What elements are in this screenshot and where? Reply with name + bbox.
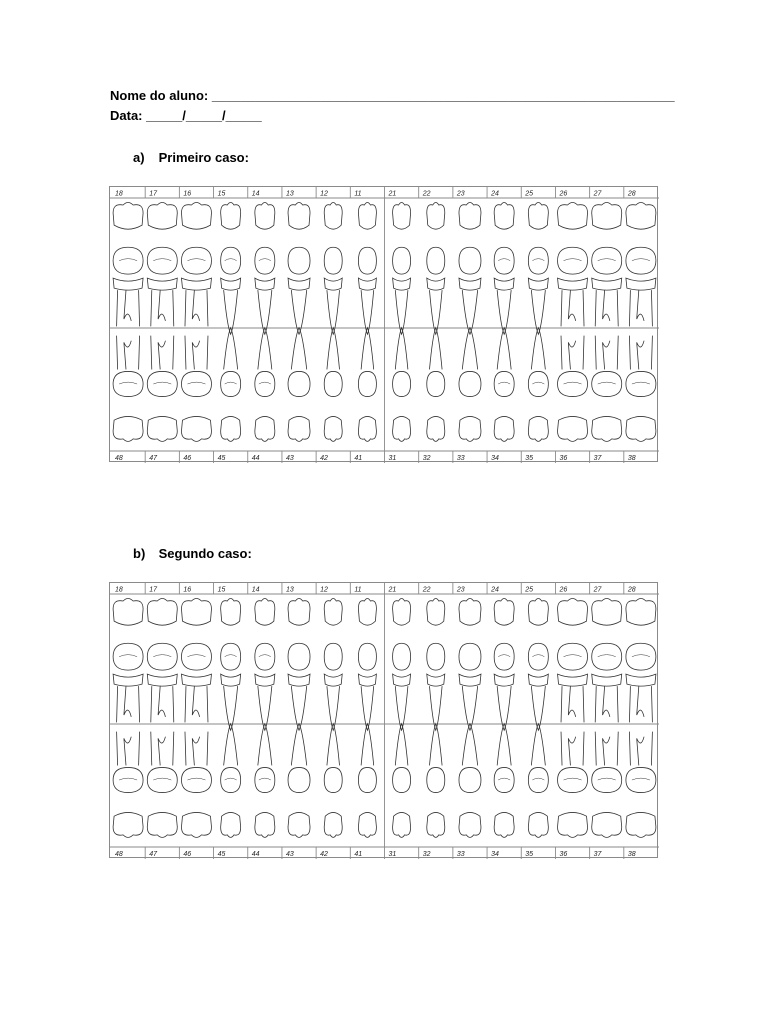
section-a-label: Primeiro caso: bbox=[158, 150, 249, 165]
chart-b-upper-num-21: 21 bbox=[388, 586, 397, 594]
chart-a-upper-num-26: 26 bbox=[559, 190, 568, 198]
chart-b-lower-num-31: 31 bbox=[388, 851, 397, 858]
chart-a-lower-num-38: 38 bbox=[627, 455, 636, 462]
chart-a-tooth-13 bbox=[288, 203, 310, 335]
chart-b-tooth-18 bbox=[113, 599, 143, 723]
chart-a-upper-num-11: 11 bbox=[354, 190, 362, 198]
chart-a-tooth-24 bbox=[494, 203, 514, 335]
chart-b-lower-num-33: 33 bbox=[456, 851, 465, 858]
student-name-field[interactable]: Nome do aluno: ________________________________________________________________ bbox=[110, 88, 675, 103]
chart-b-tooth-33 bbox=[459, 724, 481, 838]
chart-a-upper-num-22: 22 bbox=[422, 190, 431, 198]
chart-a-lower-num-37: 37 bbox=[593, 455, 602, 462]
chart-b-lower-num-34: 34 bbox=[491, 851, 499, 858]
chart-a-tooth-48 bbox=[113, 336, 143, 442]
chart-a-tooth-23 bbox=[459, 203, 481, 335]
chart-b-tooth-12 bbox=[324, 599, 342, 731]
chart-b-lower-num-41: 41 bbox=[354, 851, 363, 858]
chart-b-tooth-31 bbox=[393, 724, 411, 838]
chart-a-upper-num-28: 28 bbox=[627, 190, 636, 198]
chart-a-lower-num-42: 42 bbox=[320, 455, 328, 462]
chart-a-tooth-15 bbox=[221, 203, 241, 335]
chart-a-tooth-12 bbox=[324, 203, 342, 335]
chart-a-lower-num-48: 48 bbox=[115, 455, 123, 462]
chart-a-upper-num-14: 14 bbox=[251, 190, 260, 198]
chart-b-tooth-16 bbox=[181, 599, 211, 723]
chart-a-tooth-28 bbox=[626, 203, 656, 327]
section-b-label: Segundo caso: bbox=[158, 546, 252, 561]
chart-b-lower-num-47: 47 bbox=[149, 851, 157, 858]
chart-a-upper-num-12: 12 bbox=[320, 190, 328, 198]
chart-a-tooth-43 bbox=[288, 328, 310, 442]
chart-b-upper-num-26: 26 bbox=[559, 586, 568, 594]
section-b-marker: b) bbox=[133, 546, 146, 561]
chart-b-tooth-32 bbox=[427, 724, 445, 838]
chart-a-lower-num-46: 46 bbox=[183, 455, 192, 462]
chart-b-upper-num-11: 11 bbox=[354, 586, 362, 594]
chart-b-tooth-36 bbox=[558, 732, 588, 838]
chart-a-tooth-17 bbox=[147, 203, 177, 327]
chart-b-svg bbox=[110, 583, 659, 859]
chart-b-lower-num-32: 32 bbox=[422, 851, 431, 858]
chart-b-lower-num-45: 45 bbox=[217, 851, 226, 858]
section-a-title bbox=[133, 150, 249, 165]
chart-b-tooth-25 bbox=[528, 599, 548, 731]
chart-b-tooth-15 bbox=[221, 599, 241, 731]
chart-a-tooth-37 bbox=[592, 336, 622, 442]
chart-a-lower-num-35: 35 bbox=[525, 455, 534, 462]
chart-b-tooth-13 bbox=[288, 599, 310, 731]
chart-b-tooth-17 bbox=[147, 599, 177, 723]
chart-b-upper-num-25: 25 bbox=[525, 586, 534, 594]
chart-a-tooth-21 bbox=[393, 203, 411, 335]
chart-b-upper-num-15: 15 bbox=[217, 586, 226, 594]
chart-a-tooth-11 bbox=[358, 203, 376, 335]
chart-b-tooth-22 bbox=[427, 599, 445, 731]
chart-a-tooth-33 bbox=[459, 328, 481, 442]
chart-a-tooth-47 bbox=[147, 336, 177, 442]
chart-a-upper-num-13: 13 bbox=[285, 190, 294, 198]
chart-b-tooth-44 bbox=[255, 724, 275, 838]
section-a-marker: a) bbox=[133, 150, 145, 165]
chart-b-upper-num-17: 17 bbox=[149, 586, 157, 594]
chart-b-tooth-42 bbox=[324, 724, 342, 838]
chart-a-tooth-35 bbox=[528, 328, 548, 442]
chart-a-tooth-38 bbox=[626, 336, 656, 442]
chart-b-upper-num-13: 13 bbox=[285, 586, 294, 594]
chart-b-lower-num-46: 46 bbox=[183, 851, 192, 858]
chart-b-tooth-23 bbox=[459, 599, 481, 731]
chart-a-tooth-36 bbox=[558, 336, 588, 442]
chart-b-tooth-37 bbox=[592, 732, 622, 838]
chart-a-tooth-18 bbox=[113, 203, 143, 327]
chart-b-upper-num-14: 14 bbox=[251, 586, 260, 594]
chart-a-lower-num-43: 43 bbox=[285, 455, 294, 462]
chart-a-tooth-42 bbox=[324, 328, 342, 442]
chart-a-tooth-27 bbox=[592, 203, 622, 327]
chart-b-upper-num-23: 23 bbox=[456, 586, 465, 594]
chart-b-upper-num-16: 16 bbox=[183, 586, 192, 594]
chart-b-tooth-24 bbox=[494, 599, 514, 731]
chart-b-upper-num-24: 24 bbox=[491, 586, 499, 594]
chart-b-lower-num-38: 38 bbox=[627, 851, 636, 858]
chart-a-tooth-26 bbox=[558, 203, 588, 327]
chart-a-lower-num-31: 31 bbox=[388, 455, 397, 462]
chart-a-upper-num-21: 21 bbox=[388, 190, 397, 198]
chart-a-upper-num-25: 25 bbox=[525, 190, 534, 198]
odontogram-chart-b bbox=[109, 582, 658, 858]
chart-b-lower-num-36: 36 bbox=[559, 851, 568, 858]
chart-a-tooth-41 bbox=[358, 328, 376, 442]
chart-b-tooth-46 bbox=[181, 732, 211, 838]
chart-a-upper-num-24: 24 bbox=[491, 190, 499, 198]
chart-a-lower-num-33: 33 bbox=[456, 455, 465, 462]
chart-b-lower-num-43: 43 bbox=[285, 851, 294, 858]
chart-a-tooth-25 bbox=[528, 203, 548, 335]
chart-b-lower-num-48: 48 bbox=[115, 851, 123, 858]
chart-b-tooth-48 bbox=[113, 732, 143, 838]
chart-a-lower-num-36: 36 bbox=[559, 455, 568, 462]
chart-b-tooth-11 bbox=[358, 599, 376, 731]
chart-a-upper-num-27: 27 bbox=[593, 190, 602, 198]
date-field[interactable]: Data: _____/_____/_____ bbox=[110, 108, 262, 123]
chart-b-upper-num-27: 27 bbox=[593, 586, 602, 594]
chart-a-tooth-22 bbox=[427, 203, 445, 335]
chart-a-tooth-14 bbox=[255, 203, 275, 335]
chart-a-lower-num-32: 32 bbox=[422, 455, 431, 462]
chart-b-upper-num-28: 28 bbox=[627, 586, 636, 594]
chart-b-tooth-28 bbox=[626, 599, 656, 723]
section-b-title bbox=[133, 546, 252, 561]
chart-a-lower-num-34: 34 bbox=[491, 455, 499, 462]
chart-b-tooth-45 bbox=[221, 724, 241, 838]
chart-a-upper-num-16: 16 bbox=[183, 190, 192, 198]
chart-a-lower-num-44: 44 bbox=[251, 455, 260, 462]
chart-b-tooth-21 bbox=[393, 599, 411, 731]
chart-a-tooth-34 bbox=[494, 328, 514, 442]
chart-b-lower-num-44: 44 bbox=[251, 851, 260, 858]
chart-a-lower-num-45: 45 bbox=[217, 455, 226, 462]
chart-b-upper-num-18: 18 bbox=[115, 586, 123, 594]
chart-a-tooth-31 bbox=[393, 328, 411, 442]
chart-b-upper-num-12: 12 bbox=[320, 586, 328, 594]
chart-b-lower-num-42: 42 bbox=[320, 851, 328, 858]
chart-a-tooth-45 bbox=[221, 328, 241, 442]
chart-b-tooth-38 bbox=[626, 732, 656, 838]
chart-a-tooth-46 bbox=[181, 336, 211, 442]
chart-a-lower-num-47: 47 bbox=[149, 455, 157, 462]
chart-a-tooth-44 bbox=[255, 328, 275, 442]
chart-a-upper-num-15: 15 bbox=[217, 190, 226, 198]
chart-a-upper-num-23: 23 bbox=[456, 190, 465, 198]
chart-b-lower-num-37: 37 bbox=[593, 851, 602, 858]
chart-b-tooth-26 bbox=[558, 599, 588, 723]
chart-a-tooth-32 bbox=[427, 328, 445, 442]
chart-a-tooth-16 bbox=[181, 203, 211, 327]
chart-b-tooth-34 bbox=[494, 724, 514, 838]
chart-a-upper-num-17: 17 bbox=[149, 190, 157, 198]
odontogram-chart-a bbox=[109, 186, 658, 462]
chart-b-tooth-35 bbox=[528, 724, 548, 838]
chart-a-svg bbox=[110, 187, 659, 463]
chart-a-lower-num-41: 41 bbox=[354, 455, 363, 462]
chart-b-upper-num-22: 22 bbox=[422, 586, 431, 594]
chart-b-lower-num-35: 35 bbox=[525, 851, 534, 858]
chart-b-tooth-47 bbox=[147, 732, 177, 838]
chart-b-tooth-41 bbox=[358, 724, 376, 838]
chart-a-upper-num-18: 18 bbox=[115, 190, 123, 198]
chart-b-tooth-27 bbox=[592, 599, 622, 723]
chart-b-tooth-43 bbox=[288, 724, 310, 838]
chart-b-tooth-14 bbox=[255, 599, 275, 731]
